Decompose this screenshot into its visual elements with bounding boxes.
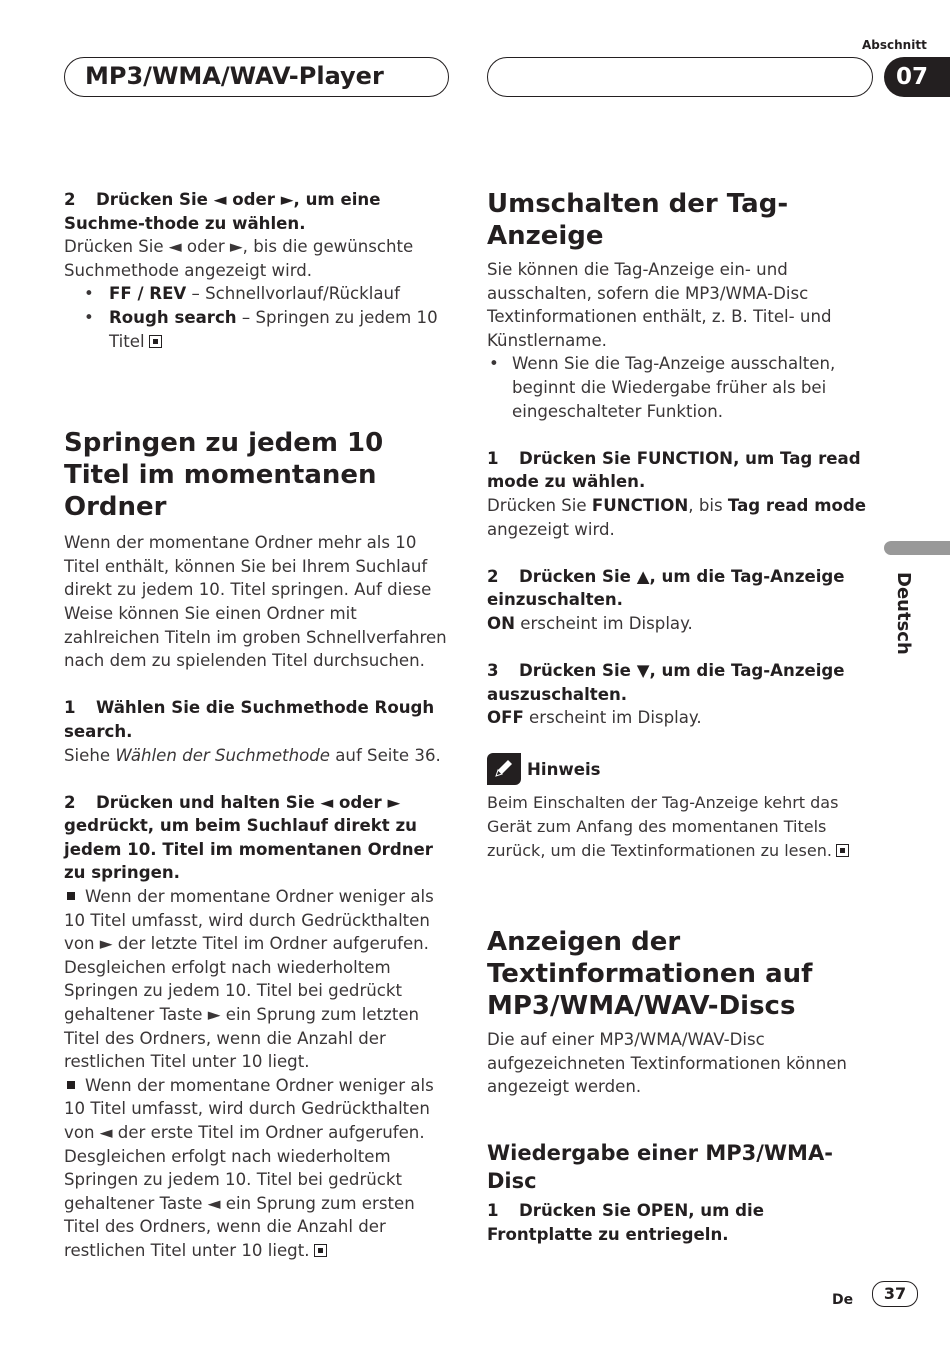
step-body: OFF erscheint im Display. xyxy=(487,708,702,728)
pencil-icon xyxy=(487,753,521,785)
page-number: 37 xyxy=(872,1281,918,1307)
list-item: • Rough search – Springen zu jedem 10 Titel xyxy=(64,306,450,353)
page-header-title-box xyxy=(64,57,449,97)
paragraph: Wenn der momentane Ordner mehr als 10 Titel enthält, können Sie bei Ihrem Suchlauf direkt zu jedem 10. Titel springen. Auf diese Weise können Sie einen Ordner mit zahlreichen Titeln im groben Schnellverfahren nach dem zu spielenden Titel durchsuchen. xyxy=(64,533,447,671)
step-body: Drücken Sie FUNCTION, bis Tag read mode angezeigt wird. xyxy=(487,495,867,539)
step-heading: 3 Drücken Sie ▼, um die Tag-Anzeige auszuschalten. xyxy=(487,661,845,704)
step-heading: 2 Drücken Sie ◄ oder ►, um eine Suchme-thode zu wählen. xyxy=(64,190,381,233)
section-heading: Springen zu jedem 10 Titel im momentanen Ordner xyxy=(64,428,384,523)
step-heading: 1 Drücken Sie FUNCTION, um Tag read mode zu wählen. xyxy=(487,448,861,492)
list-item: • Wenn Sie die Tag-Anzeige ausschalten, beginnt die Wiedergabe früher als bei eingeschalteter Funktion. xyxy=(487,352,873,423)
language-tab-marker xyxy=(884,541,950,555)
right-column xyxy=(487,188,873,1246)
note-item: Wenn der momentane Ordner weniger als 10 Titel umfasst, wird durch Gedrückthalten von ◄ der erste Titel im Ordner aufgerufen. Desgleichen erfolgt nach wiederholtem Springen zu jedem 10. Titel bei gedrückt gehaltener Taste ◄ ein Sprung zum ersten Titel des Ordners, wenn die Anzahl der restlichen Titel unter 10 liegt. xyxy=(64,1075,434,1260)
note-body: Beim Einschalten der Tag-Anzeige kehrt das Gerät zum Anfang des momentanen Titels zurück, um die Textinformationen zu lesen. xyxy=(487,791,873,862)
header-empty-box xyxy=(487,57,873,97)
step-body: Siehe Wählen der Suchmethode auf Seite 36. xyxy=(64,745,441,765)
step-body: Drücken Sie ◄ oder ►, bis die gewünschte Suchmethode angezeigt wird. xyxy=(64,237,414,280)
section-label: Abschnitt xyxy=(862,38,927,52)
language-label: Deutsch xyxy=(893,572,914,655)
note-item: Wenn der momentane Ordner weniger als 10 Titel umfasst, wird durch Gedrückthalten von ► der letzte Titel im Ordner aufgerufen. Desgleichen erfolgt nach wiederholtem Springen zu jedem 10. Titel bei gedrückt gehaltener Taste ► ein Sprung zum letzten Titel des Ordners, wenn die Anzahl der restlichen Titel unter 10 liegt. xyxy=(64,887,434,1072)
step-title: Drücken Sie ◄ oder ►, um eine Suchme-thode zu wählen. xyxy=(64,190,381,233)
square-bullet-icon xyxy=(67,892,75,900)
note-heading: Hinweis xyxy=(487,753,873,785)
step-heading: 1 Drücken Sie OPEN, um die Frontplatte zu entriegeln. xyxy=(487,1201,764,1244)
end-of-section-icon xyxy=(149,335,162,348)
left-column xyxy=(64,188,450,1263)
paragraph: Die auf einer MP3/WMA/WAV-Disc aufgezeichneten Textinformationen können angezeigt werden. xyxy=(487,1030,847,1097)
step-heading: 1 Wählen Sie die Suchmethode Rough search. xyxy=(64,698,435,741)
section-heading: Anzeigen der Textinformationen auf MP3/WMA/WAV-Discs xyxy=(487,927,813,1022)
paragraph: Sie können die Tag-Anzeige ein- und ausschalten, sofern die MP3/WMA-Disc Textinformationen enthält, z. B. Titel- und Künstlername. xyxy=(487,260,832,350)
subsection-heading: Wiedergabe einer MP3/WMA-Disc xyxy=(487,1141,833,1194)
section-number: 07 xyxy=(884,57,950,97)
step-heading: 2 Drücken und halten Sie ◄ oder ► gedrückt, um beim Suchlauf direkt zu jedem 10. Titel im momentanen Ordner zu springen. xyxy=(64,792,433,883)
section-heading: Umschalten der Tag-Anzeige xyxy=(487,189,789,251)
footer-language-code: De xyxy=(832,1292,854,1308)
end-of-section-icon xyxy=(314,1244,327,1257)
list-item: • FF / REV – Schnellvorlauf/Rücklauf xyxy=(64,282,450,306)
end-of-section-icon xyxy=(836,844,849,857)
step-heading: 2 Drücken Sie ▲, um die Tag-Anzeige einzuschalten. xyxy=(487,566,845,610)
page-header-title: MP3/WMA/WAV-Player xyxy=(85,62,384,90)
square-bullet-icon xyxy=(67,1081,75,1089)
step-body: ON erscheint im Display. xyxy=(487,613,693,633)
